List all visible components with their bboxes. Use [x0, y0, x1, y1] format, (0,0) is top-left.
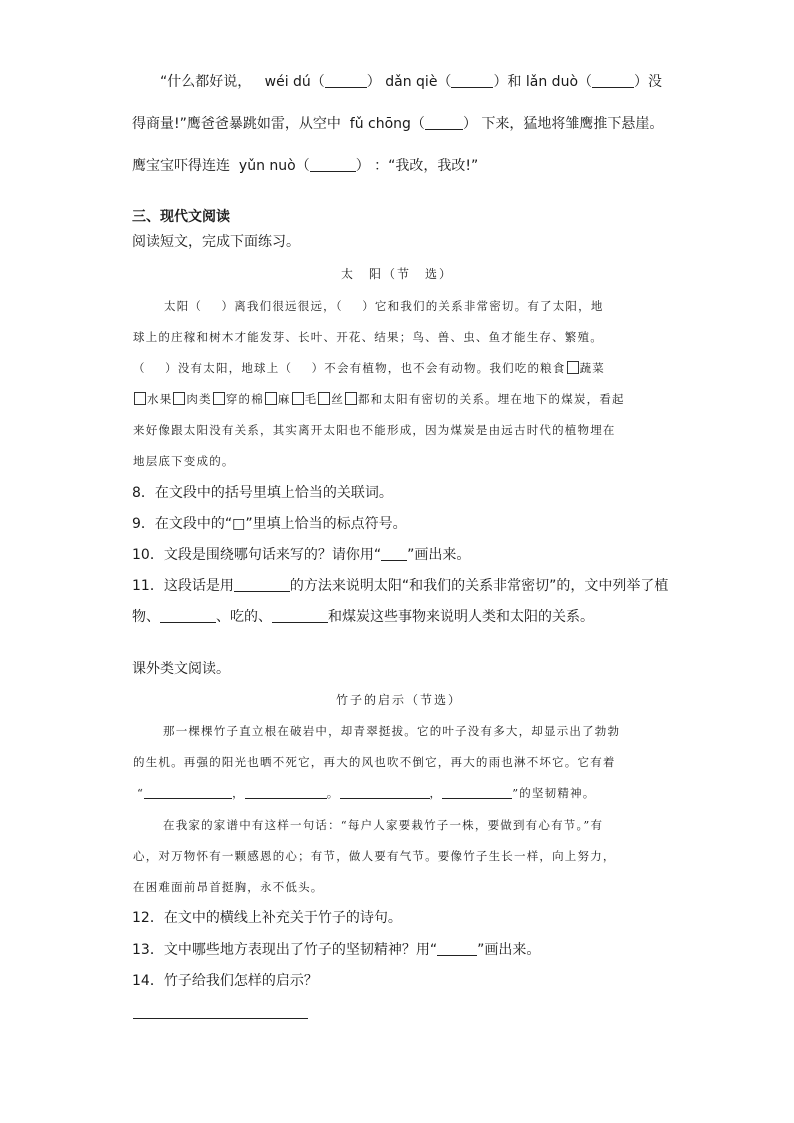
passage-line: 球上的庄稼和树木才能发芽、长叶、开花、结果；鸟、兽、虫、鱼才能生存、繁殖。 — [133, 330, 603, 344]
punctuation-box[interactable] — [318, 392, 330, 405]
underline-sample — [437, 941, 477, 956]
question-8: 8．在文段中的括号里填上恰当的关联词。 — [132, 485, 393, 501]
question-13: 13．文中哪些地方表现出了竹子的坚韧精神？用“ ”画出来。 — [132, 942, 541, 958]
answer-line[interactable] — [133, 1018, 308, 1019]
punctuation-box[interactable] — [134, 392, 146, 405]
pinyin-line-1: “什么都好说， wéi dú（ ） dǎn qiè（ ）和 lǎn duò（ ）没 — [160, 74, 663, 90]
answer-blank[interactable] — [325, 73, 367, 88]
poem-blank[interactable] — [442, 784, 512, 799]
passage-line: （ ）没有太阳，地球上（ ）不会有植物，也不会有动物。我们吃的粮食 蔬菜 — [133, 361, 605, 375]
passage-line: 地层底下变成的。 — [133, 454, 235, 468]
poem-blank[interactable] — [245, 784, 327, 799]
question-9: 9．在文段中的“□”里填上恰当的标点符号。 — [132, 516, 407, 532]
section-heading: 三、现代文阅读 — [132, 209, 230, 225]
answer-blank[interactable] — [272, 608, 328, 623]
poem-blank[interactable] — [144, 784, 232, 799]
bamboo-title: 竹子的启示（节选） — [336, 693, 463, 707]
punctuation-box[interactable] — [213, 392, 225, 405]
bamboo-line: “ ， 。 ， ”的坚韧精神。 — [137, 786, 596, 800]
question-11-cont: 物、 、吃的、 和煤炭这些事物来说明人类和太阳的关系。 — [132, 609, 594, 625]
pinyin-line-2: 得商量!”鹰爸爸暴跳如雷，从空中 fǔ chōng（ ） 下来，猛地将雏鹰推下悬崖。 — [132, 116, 664, 132]
answer-blank[interactable] — [592, 73, 634, 88]
bamboo-line: 的生机。再强的阳光也晒不死它，再大的风也吹不倒它，再大的雨也淋不坏它。它有着 — [133, 755, 616, 769]
punctuation-box[interactable] — [173, 392, 185, 405]
question-12: 12．在文中的横线上补充关于竹子的诗句。 — [132, 910, 402, 926]
bamboo-line: 在我家的家谱中有这样一句话：“每户人家要栽竹子一株，要做到有心有节。”有 — [163, 818, 604, 832]
answer-blank[interactable] — [425, 115, 463, 130]
answer-blank[interactable] — [451, 73, 493, 88]
punctuation-box[interactable] — [265, 392, 277, 405]
bamboo-line: 心，对万物怀有一颗感恩的心；有节，做人要有气节。要像竹子生长一样，向上努力， — [133, 849, 616, 863]
passage-line: 水果 肉类 穿的棉 麻 毛 丝 都和太阳有密切的关系。埋在地下的煤炭，看起 — [133, 389, 625, 409]
answer-blank[interactable] — [310, 157, 356, 172]
passage-title: 太 阳（节 选） — [341, 267, 454, 281]
punctuation-box[interactable] — [292, 392, 304, 405]
bamboo-line: 那一棵棵竹子直立根在破岩中，却青翠挺拔。它的叶子没有多大，却显示出了勃勃 — [163, 724, 621, 738]
question-11: 11．这段话是用 的方法来说明太阳“和我们的关系非常密切”的，文中列举了植 — [132, 578, 669, 594]
question-14: 14．竹子给我们怎样的启示？ — [132, 973, 318, 989]
question-10: 10．文段是围绕哪句话来写的？请你用“ ”画出来。 — [132, 547, 471, 563]
punctuation-box[interactable] — [567, 361, 579, 374]
answer-blank[interactable] — [160, 608, 216, 623]
passage-line: 来好像跟太阳没有关系，其实离开太阳也不能形成，因为煤炭是由远古时代的植物埋在 — [133, 423, 616, 437]
extra-reading-heading: 课外类文阅读。 — [132, 661, 230, 677]
pinyin-line-3: 鹰宝宝吓得连连 yǔn nuò（ ） ：“我改，我改!” — [132, 158, 479, 174]
bamboo-line: 在困难面前昂首挺胸，永不低头。 — [133, 880, 324, 894]
poem-blank[interactable] — [340, 784, 430, 799]
underline-sample — [381, 546, 407, 561]
answer-blank[interactable] — [234, 577, 290, 592]
punctuation-box[interactable] — [345, 392, 357, 405]
passage-line: 太阳（ ）离我们很远很远，（ ）它和我们的关系非常密切。有了太阳，地 — [164, 299, 604, 313]
section-instruction: 阅读短文，完成下面练习。 — [132, 234, 300, 250]
